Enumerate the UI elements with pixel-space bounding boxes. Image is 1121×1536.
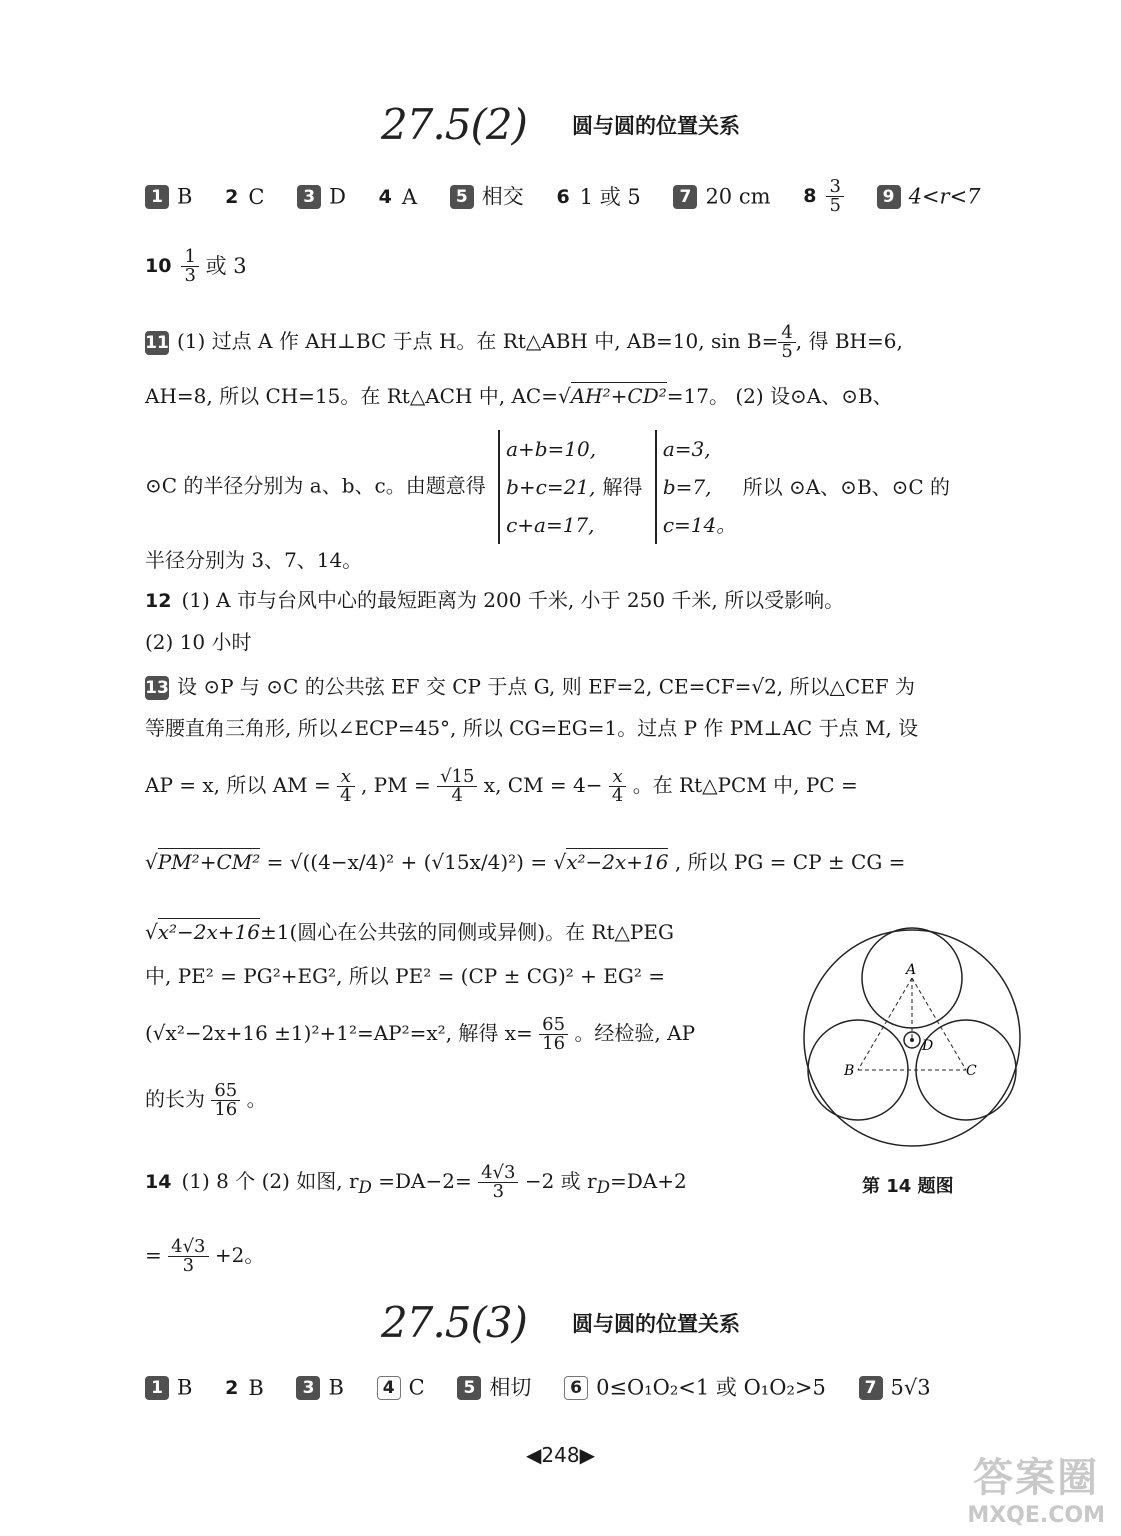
label-d: D: [922, 1038, 934, 1054]
section-title: 圆与圆的位置关系: [572, 1312, 741, 1336]
fraction: $\frac{1}{3}$: [181, 248, 198, 285]
answer-5: 5 相切: [457, 1376, 531, 1400]
label-c: C: [966, 1063, 977, 1079]
answer-4: 4 C: [377, 1376, 425, 1400]
answer-3: 3 D: [297, 185, 346, 209]
equation-system-1: a+b=10, b+c=21, c+a=17,: [498, 430, 596, 544]
answer-2: 2 B: [225, 1376, 264, 1400]
answer-7: 7 5√3: [859, 1376, 931, 1400]
section-number: 27.5(3): [380, 1298, 527, 1347]
section-header-1: [0, 100, 1121, 149]
answer-4: 4 A: [378, 184, 418, 209]
label-a: A: [906, 962, 917, 978]
answer-14: 14 (1) 8 个 (2) 如图, $r_D =DA-2=$ $\frac{4√3}{3}$ −2 或 $r_D=DA+2$ = $\frac{4√3}{3}$ +2。: [145, 1162, 687, 1276]
answer-2: 2 C: [225, 184, 265, 209]
answer-5: 5 相交: [450, 185, 524, 209]
label-b: B: [844, 1063, 855, 1079]
answer-row-1: [145, 178, 1021, 215]
fraction: $\frac{3}{5}$: [826, 178, 843, 215]
answer-7: 7 20 cm: [673, 185, 770, 209]
section-header-2: [0, 1298, 1121, 1347]
fraction: $\frac{4}{5}$: [778, 324, 795, 361]
answer-row-2: [145, 1376, 1021, 1400]
answer-6: 6 1 或 5: [556, 184, 641, 209]
page-number: ◀248▶: [526, 1443, 595, 1467]
figure-caption: 第 14 题图: [862, 1176, 954, 1197]
answer-1: 1 B: [145, 185, 192, 209]
answer-1: 1 B: [145, 1376, 192, 1400]
watermark: 答案圈 MXQE.COM: [967, 1455, 1105, 1528]
answer-6: 6 0≤O₁O₂<1 或 O₁O₂>5: [564, 1376, 826, 1400]
answer-11: 11 (1) 过点 A 作 AH⊥BC 于点 H。在 Rt△ABH 中, AB=10, sin B= $\frac{4}{5}$ , 得 BH=6, AH=8, 所以 CH=15。在 Rt△ACH 中, AC=√AH²+CD²=17。 (2) 设⊙A、⊙B、 ⊙C 的半径分别为 a、b、c。由题意得 a+b=10, b+c=21, c+a=17, 解得 a=3, b=7, c=14。 所以 ⊙A、⊙B、⊙C 的 半径分别为 3、7、14。: [145, 322, 951, 572]
answer-8: 8 $\frac{3}{5}$: [803, 178, 844, 215]
geometry-figure: [800, 920, 1024, 1152]
answer-9: 9 4<r<7: [877, 185, 981, 209]
answer-13: 13 设 ⊙P 与 ⊙C 的公共弦 EF 交 CP 于点 G, 则 EF=2, CE=CF=√2, 所以△CEF 为 等腰直角三角形, 所以∠ECP=45°, 所以 CG=EG=1。过点 P 作 PM⊥AC 于点 M, 设 AP = x, 所以 AM = $\frac{x}{4}$ , PM = $\frac{√15}{4}$ x, CM = 4− $\frac{x}{4}$ 。在 Rt△PCM 中, PC = √PM²+CM² = √((4−x/4)² + (√15x/4)²) = √x²−2x+16 , 所以 PG = CP ± CG = √x²−2x+16±1(圆心在公共弦的同侧或异侧)。在 Rt△PEG 中, PE² = PG²+EG², 所以 PE² = (CP ± CG)² + EG² = (√x²−2x+16 ±1)²+1²=AP²=x², 解得 x= $\frac{65}{16}$ 。经检验, AP 的长为 $\frac{65}{16}$ 。: [145, 674, 919, 1120]
answer-3: 3 B: [296, 1376, 343, 1400]
equation-system-2: a=3, b=7, c=14。: [655, 430, 736, 544]
answer-10: 10 $\frac{1}{3}$ 或 3: [145, 246, 247, 286]
section-title: 圆与圆的位置关系: [572, 114, 741, 138]
section-number: 27.5(2): [380, 100, 527, 149]
answer-12: 12 (1) A 市与台风中心的最短距离为 200 千米, 小于 250 千米, 所以受影响。 (2) 10 小时: [145, 588, 845, 654]
